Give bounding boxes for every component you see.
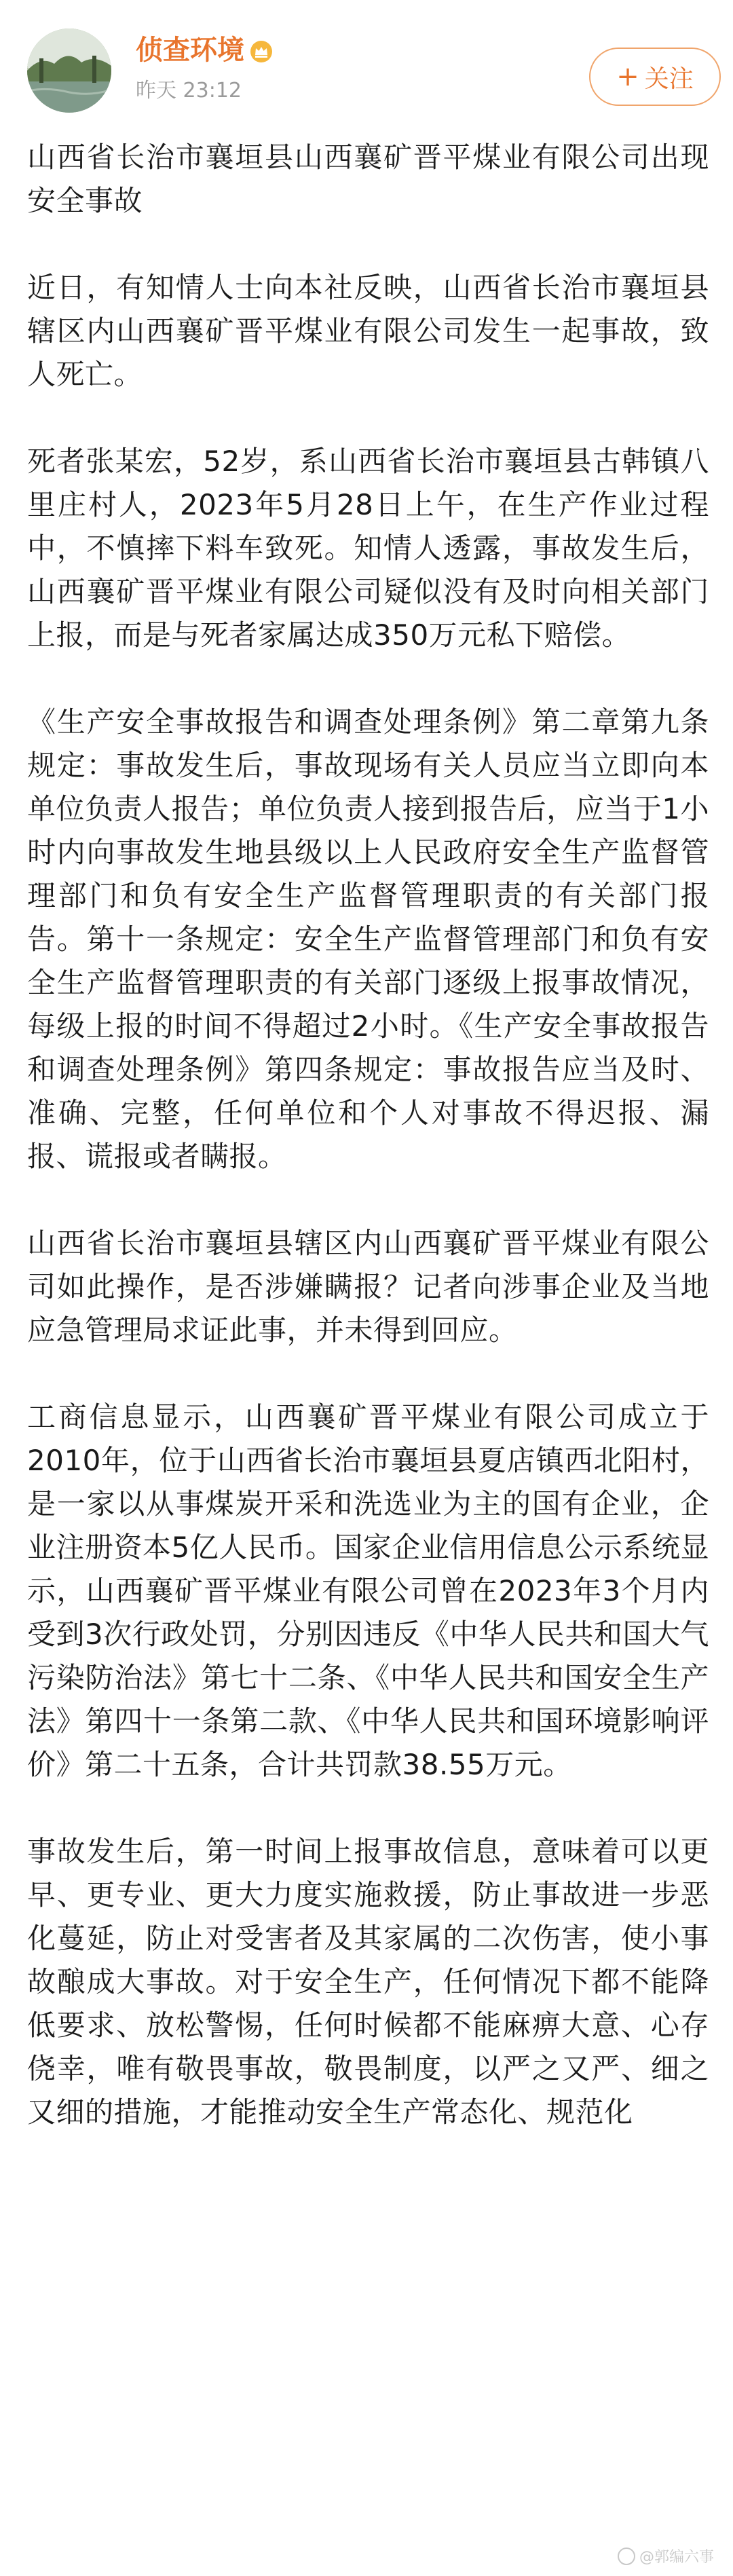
- user-name[interactable]: [136, 34, 273, 67]
- follow-label: 关注: [644, 64, 694, 93]
- post-content: [27, 136, 709, 2178]
- watermark-text: @郭编六事: [639, 2549, 714, 2566]
- paragraph-inquiry: 山西省长治市襄垣县辖区内山西襄矿晋平煤业有限公司如此操作，是否涉嫌瞒报？记者向涉事企业及当地应急管理局求证此事，并未得到回应。: [27, 1227, 709, 1347]
- post-header: [0, 0, 733, 136]
- post-title-paragraph: 山西省长治市襄垣县山西襄矿晋平煤业有限公司出现安全事故: [27, 141, 709, 217]
- avatar[interactable]: [27, 29, 111, 113]
- follow-button[interactable]: [589, 48, 721, 106]
- paragraph-company-info: 工商信息显示，山西襄矿晋平煤业有限公司成立于2010年，位于山西省长治市襄垣县夏店镇西北阳村，是一家以从事煤炭开采和洗选业为主的国有企业，企业注册资本5亿人民币。国家企业信用信息公示系统显示，山西襄矿晋平煤业有限公司曾在2023年3个月内受到3次行政处罚，分别因违反《中华人民共和国大气污染防治法》第七十二条、《中华人民共和国安全生产法》第四十一条第二款、《中华人民共和国环境影响评价》第二十五条，合计共罚款38.55万元。: [27, 1400, 709, 1781]
- paragraph-intro: 近日，有知情人士向本社反映，山西省长治市襄垣县辖区内山西襄矿晋平煤业有限公司发生一起事故，致人死亡。: [27, 271, 709, 391]
- watermark-logo-icon: [618, 2547, 635, 2565]
- avatar-landscape: [27, 29, 111, 113]
- post-time: 昨天 23:12: [136, 79, 242, 102]
- watermark: [618, 2545, 714, 2566]
- paragraph-victim: 死者张某宏，52岁，系山西省长治市襄垣县古韩镇八里庄村人，2023年5月28日上午，在生产作业过程中，不慎摔下料车致死。知情人透露，事故发生后，山西襄矿晋平煤业有限公司疑似没有及时向相关部门上报，而是与死者家属达成350万元私下赔偿。: [27, 445, 709, 652]
- paragraph-regulation: 《生产安全事故报告和调查处理条例》第二章第九条规定：事故发生后，事故现场有关人员应当立即向本单位负责人报告；单位负责人接到报告后，应当于1小时内向事故发生地县级以上人民政府安全生产监督管理部门和负有安全生产监督管理职责的有关部门报告。第十一条规定：安全生产监督管理部门和负有安全生产监督管理职责的有关部门逐级上报事故情况，每级上报的时间不得超过2小时。《生产安全事故报告和调查处理条例》第四条规定：事故报告应当及时、准确、完整，任何单位和个人对事故不得迟报、漏报、谎报或者瞒报。: [27, 705, 709, 1173]
- paragraph-conclusion: 事故发生后，第一时间上报事故信息，意味着可以更早、更专业、更大力度实施救援，防止事故进一步恶化蔓延，防止对受害者及其家属的二次伤害，使小事故酿成大事故。对于安全生产，任何情况下都不能降低要求、放松警惕，任何时候都不能麻痹大意、心存侥幸，唯有敬畏事故，敬畏制度，以严之又严、细之又细的措施，才能推动安全生产常态化、规范化: [27, 1835, 709, 2129]
- plus-icon: +: [616, 61, 639, 92]
- vip-crown-icon: [250, 40, 273, 63]
- user-name-text[interactable]: 侦查环境: [136, 35, 244, 66]
